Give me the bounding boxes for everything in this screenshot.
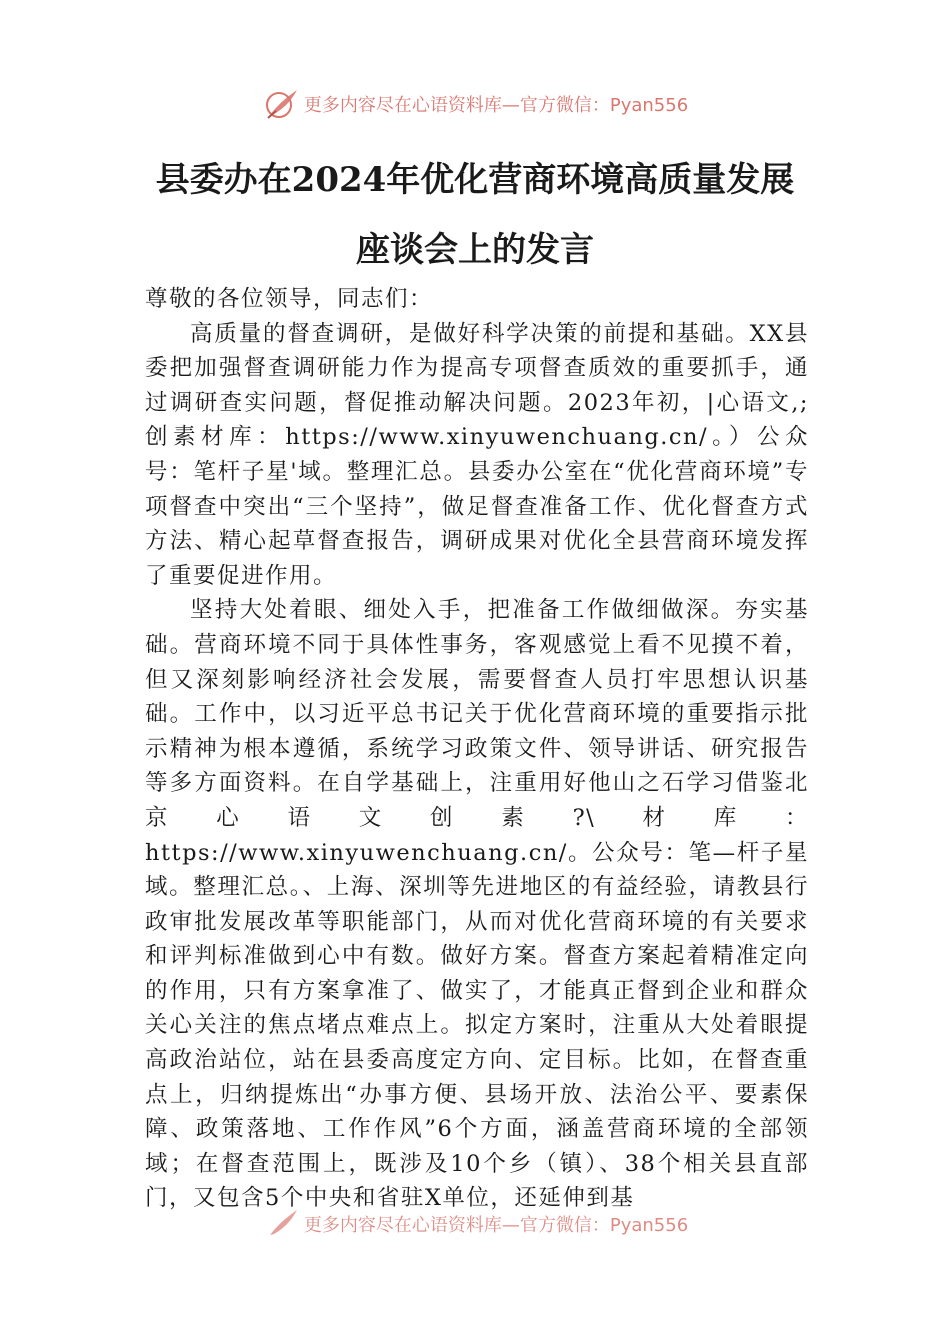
- watermark-header-text: 更多内容尽在心语资料库—官方微信：Pyan556: [303, 95, 689, 116]
- salutation: 尊敬的各位领导，同志们：: [145, 286, 434, 312]
- paragraph-1: 高质量的督查调研，是做好科学决策的前提和基础。XX县委把加强督查调研能力作为提高专项督查质效的重要抓手，通过调研查实问题，督促推动解决问题。2023年初，|心语文,;创素材库：https://www.xinyuwenchuang.cn/。）公众号：笔杆子星'域。整理汇总。县委办公室在“优化营商环境”专项督查中突出“三个坚持”，做足督查准备工作、优化督查方式方法、精心起草督查报告，调研成果对优化全县营商环境发挥了重要促进作用。: [145, 320, 809, 589]
- document-title-line-2: 座谈会上的发言: [356, 230, 594, 270]
- document-title-line-1: 县委办在2024年优化营商环境高质量发展: [155, 160, 795, 200]
- watermark-footer: [0, 1209, 950, 1239]
- watermark-footer-text: 更多内容尽在心语资料库—官方微信：Pyan556: [303, 1215, 689, 1236]
- feather-pen-logo-icon: [262, 1207, 300, 1241]
- watermark-header: [0, 86, 950, 122]
- feather-pen-logo-icon: [262, 87, 300, 121]
- paragraph-2: 坚持大处着眼、细处入手，把准备工作做细做深。夯实基础。营商环境不同于具体性事务，客观感觉上看不见摸不着，但又深刻影响经济社会发展，需要督查人员打牢思想认识基础。工作中，以习近平总书记关于优化营商环境的重要指示批示精神为根本遵循，系统学习政策文件、领导讲话、研究报告等多方面资料。在自学基础上，注重用好他山之石学习借鉴北京心语文创素?\材库：https://www.xinyuwenchuang.cn/。公众号：笔—杆子星域。整理汇总。、上海、深圳等先进地区的有益经验，请教县行政审批发展改革等职能部门，从而对优化营商环境的有关要求和评判标准做到心中有数。做好方案。督查方案起着精准定向的作用，只有方案拿准了、做实了，才能真正督到企业和群众关心关注的焦点堵点难点上。拟定方案时，注重从大处着眼提高政治站位，站在县委高度定方向、定目标。比如，在督查重点上，归纳提炼出“办事方便、县场开放、法治公平、要素保障、政策落地、工作作风”6个方面，涵盖营商环境的全部领域；在督查范围上，既涉及10个乡（镇）、38个相关县直部门，又包含5个中央和省驻X单位，还延伸到基: [145, 597, 809, 1212]
- document-body: [145, 282, 809, 1216]
